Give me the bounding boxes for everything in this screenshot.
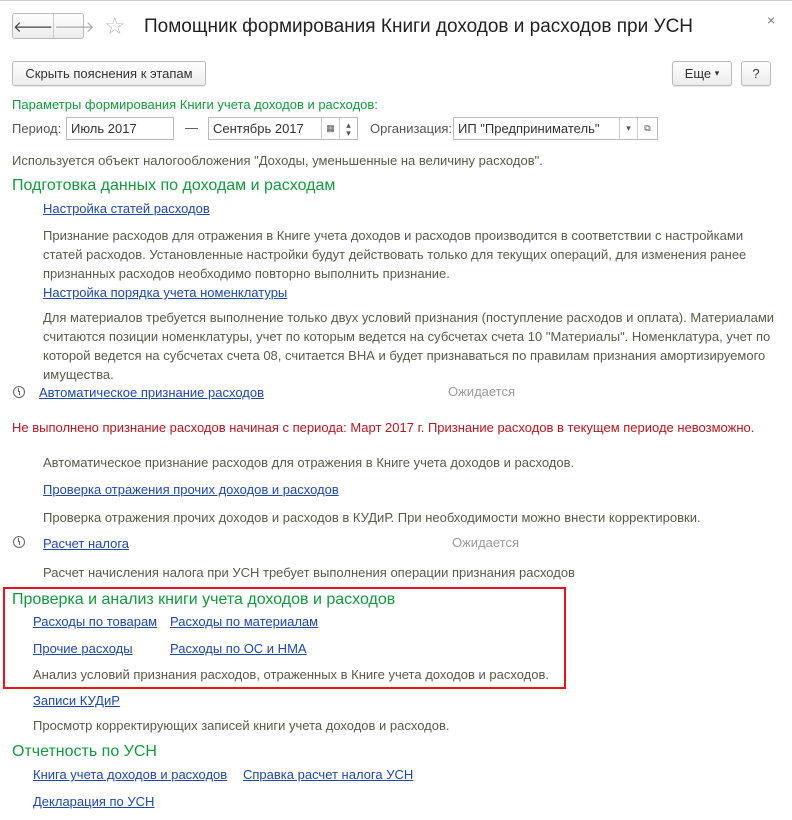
other-income-check-link[interactable]: Проверка отражения прочих доходов и расходов — [43, 482, 339, 497]
period-spinner[interactable]: ▴ ▾ — [339, 118, 357, 139]
income-book-link[interactable]: Книга учета доходов и расходов — [33, 767, 228, 782]
goods-expenses-link[interactable]: Расходы по товарам — [33, 614, 158, 629]
expense-items-link[interactable]: Настройка статей расходов — [43, 201, 210, 216]
chevron-down-icon: ▾ — [714, 68, 720, 78]
calendar-icon[interactable]: ▦ — [321, 118, 339, 139]
tax-calc-status: Ожидается — [452, 535, 520, 550]
open-icon[interactable]: ⧉ — [637, 118, 657, 139]
kudir-records-link[interactable]: Записи КУДиР — [33, 693, 120, 708]
expense-items-desc: Признание расходов для отражения в Книге учета доходов и расходов производится в соответствии с настройками статей расходов. Установленные настройки будут действовать только для текущих операций, для изменения ранее признанных расходов необходимо повторно выполнить признание. — [43, 228, 747, 281]
materials-expenses-link[interactable]: Расходы по материалам — [170, 614, 319, 629]
period-label: Период: — [12, 121, 62, 136]
tax-calc-desc: Расчет начисления налога при УСН требует выполнения операции признания расходов — [43, 565, 575, 580]
check-desc: Анализ условий признания расходов, отраженных в Книге учета доходов и расходов. — [33, 667, 549, 682]
other-income-check-desc: Проверка отражения прочих доходов и расходов в КУДиР. При необходимости можно внести корректировки. — [43, 510, 701, 525]
params-heading: Параметры формирования Книги учета доходов и расходов: — [12, 97, 378, 112]
auto-recognition-desc: Автоматическое признание расходов для отражения в Книге учета доходов и расходов. — [43, 455, 575, 470]
hide-explanations-button[interactable]: Скрыть пояснения к этапам — [12, 61, 206, 86]
prep-heading: Подготовка данных по доходам и расходам — [12, 177, 336, 194]
clock-icon — [13, 386, 25, 398]
fixed-assets-expenses-link[interactable]: Расходы по ОС и НМА — [170, 641, 307, 656]
check-heading: Проверка и анализ книги учета доходов и расходов — [12, 591, 396, 608]
more-button[interactable] — [672, 61, 732, 86]
other-expenses-link[interactable]: Прочие расходы — [33, 641, 133, 656]
tax-object-text: Используется объект налогообложения "Доходы, уменьшенные на величину расходов". — [12, 153, 543, 168]
period-to-input[interactable] — [208, 117, 358, 140]
forward-button[interactable]: 🡒 — [53, 14, 94, 38]
error-message: Не выполнено признание расходов начиная с периода: Март 2017 г. Признание расходов в текущем периоде невозможно. — [12, 420, 755, 435]
organization-value: ИП "Предприниматель" — [458, 121, 600, 136]
organization-label: Организация: — [370, 121, 453, 136]
period-to-value: Сентябрь 2017 — [213, 121, 304, 136]
more-label: Еще — [684, 66, 712, 81]
auto-recognition-status: Ожидается — [448, 384, 516, 399]
nomenclature-link[interactable]: Настройка порядка учета номенклатуры — [43, 285, 288, 300]
organization-select[interactable] — [453, 117, 658, 140]
help-button[interactable]: ? — [741, 61, 771, 86]
kudir-records-desc: Просмотр корректирующих записей книги учета доходов и расходов. — [33, 718, 450, 733]
dropdown-arrow-icon[interactable]: ▾ — [619, 118, 637, 139]
page-title: Помощник формирования Книги доходов и расходов при УСН — [144, 16, 694, 37]
auto-recognition-link[interactable]: Автоматическое признание расходов — [39, 385, 264, 400]
favorite-star-icon[interactable]: ☆ — [104, 13, 126, 40]
report-heading: Отчетность по УСН — [12, 743, 157, 760]
nomenclature-desc: Для материалов требуется выполнение только двух условий признания (поступление расходов и оплата). Материалами считаются позиции номенклатуры, учет по которым ведется на субсчетах счета 10 "Материалы". Номенклатура, учет по которой ведется на субсчетах счета 08, считается ВНА и будет признаваться по правилам признания амортизируемого имущества. — [43, 310, 775, 382]
nav-buttons — [12, 13, 95, 39]
tax-certificate-link[interactable]: Справка расчет налога УСН — [243, 767, 414, 782]
back-button[interactable]: 🡐 — [13, 18, 54, 36]
tax-calc-link[interactable]: Расчет налога — [43, 536, 130, 551]
period-from-input[interactable]: Июль 2017 — [66, 117, 174, 140]
clock-icon — [13, 536, 25, 548]
window-top-border — [0, 0, 792, 3]
period-dash: — — [185, 120, 198, 135]
declaration-link[interactable]: Декларация по УСН — [33, 794, 155, 809]
close-icon[interactable]: × — [767, 12, 776, 28]
